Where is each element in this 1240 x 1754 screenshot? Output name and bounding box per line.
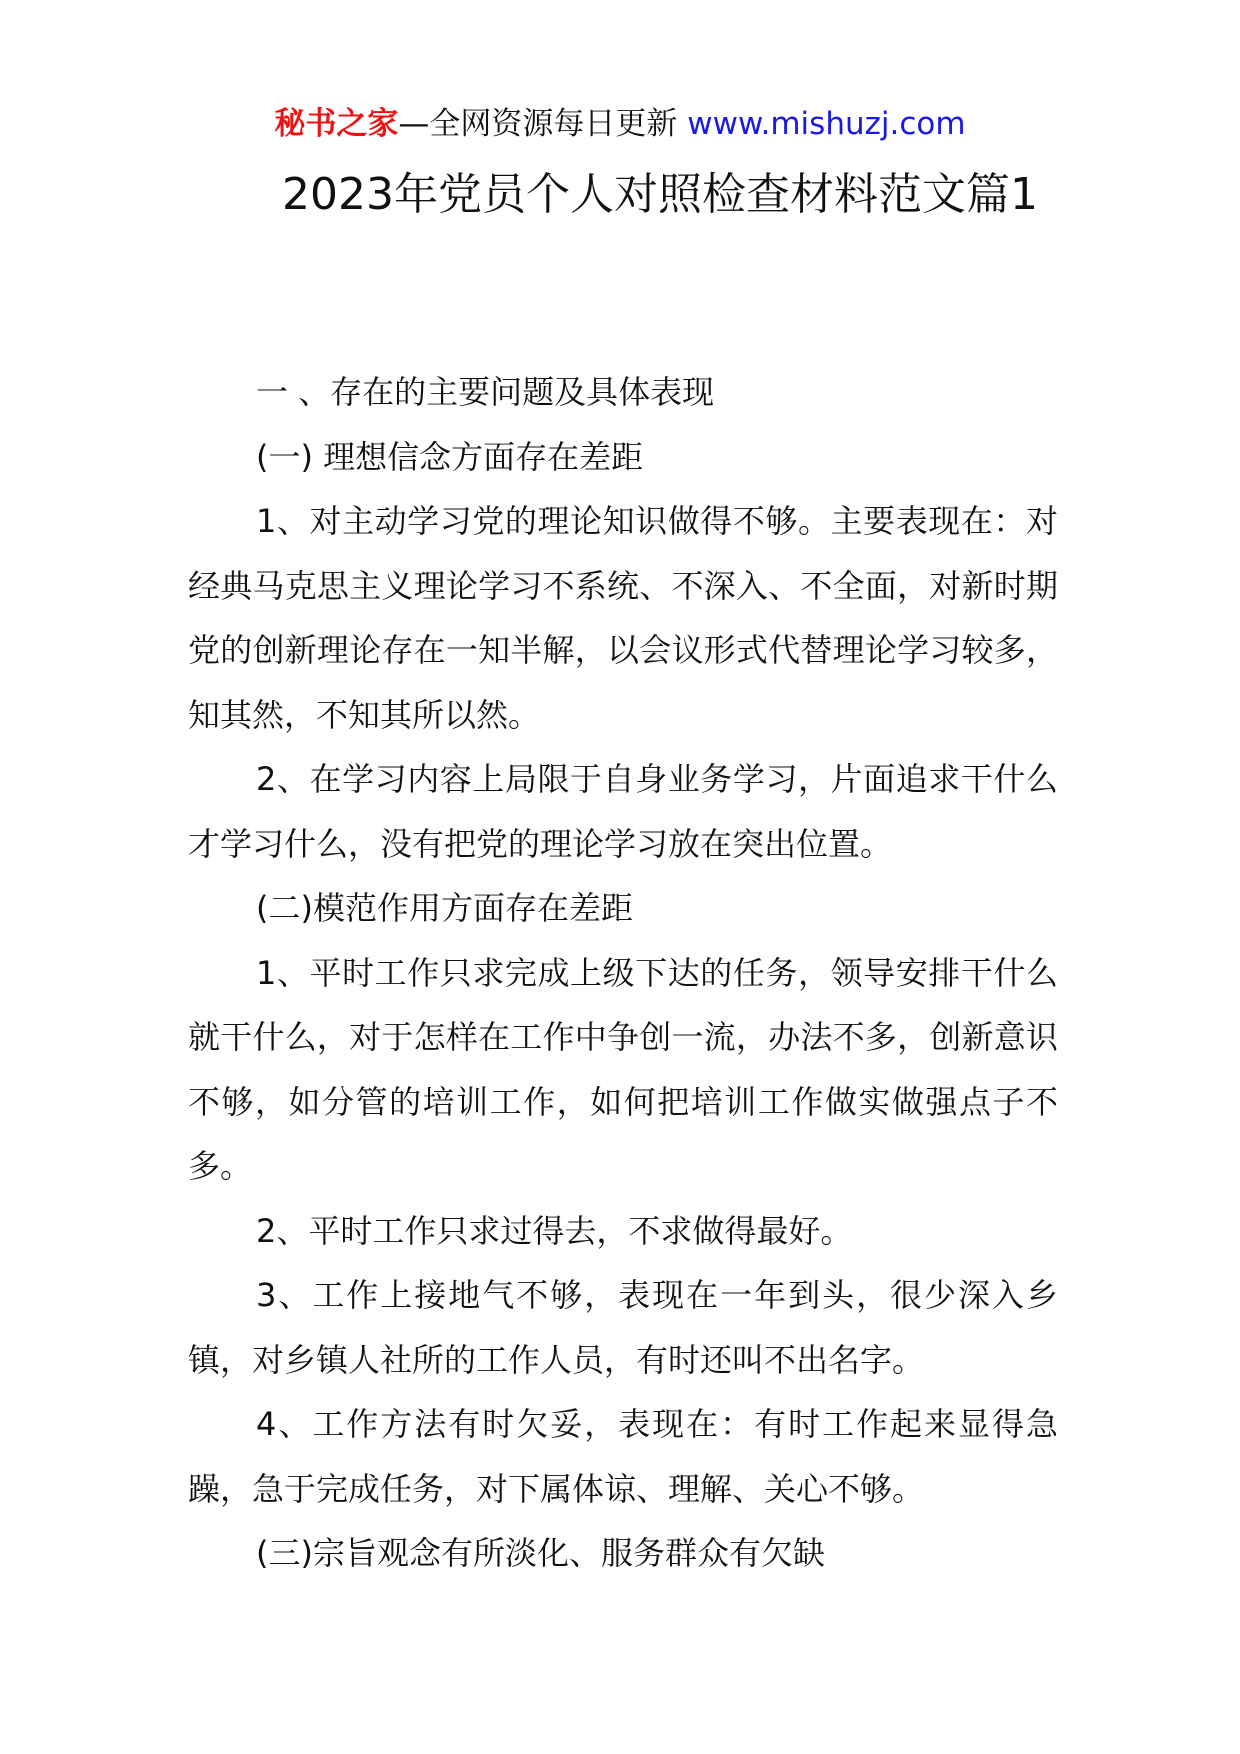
document-body xyxy=(188,360,1058,1586)
document-title: 2023年党员个人对照检查材料范文篇1 xyxy=(282,169,1038,220)
body-paragraph: 1、对主动学习党的理论知识做得不够。主要表现在：对经典马克思主义理论学习不系统、不深入、不全面，对新时期党的创新理论存在一知半解，以会议形式代替理论学习较多，知其然，不知其所以然。 xyxy=(188,502,1058,734)
brand-name: 秘书之家 xyxy=(274,106,399,142)
body-paragraph: 1、平时工作只求完成上级下达的任务，领导安排干什么就干什么，对于怎样在工作中争创一流，办法不多，创新意识不够，如分管的培训工作，如何把培训工作做实做强点子不多。 xyxy=(188,953,1058,1185)
section-heading: 一 、存在的主要问题及具体表现 xyxy=(256,373,715,411)
header-slogan: —全网资源每日更新 xyxy=(398,106,688,142)
body-paragraph: 3、工作上接地气不够，表现在一年到头，很少深入乡镇，对乡镇人社所的工作人员，有时还叫不出名字。 xyxy=(188,1276,1058,1379)
body-paragraph: 2、平时工作只求过得去，不求做得最好。 xyxy=(256,1211,853,1250)
page-header xyxy=(0,102,1240,146)
body-paragraph: 2、在学习内容上局限于自身业务学习，片面追求干什么才学习什么，没有把党的理论学习放在突出位置。 xyxy=(188,760,1058,863)
body-paragraph: 4、工作方法有时欠妥，表现在：有时工作起来显得急躁，急于完成任务，对下属体谅、理解、关心不够。 xyxy=(188,1405,1058,1508)
website-link[interactable]: www.mishuzj.com xyxy=(687,106,966,142)
subsection-heading: (三)宗旨观念有所淡化、服务群众有欠缺 xyxy=(256,1534,825,1572)
subsection-heading: (二)模范作用方面存在差距 xyxy=(256,889,633,927)
subsection-heading: (一) 理想信念方面存在差距 xyxy=(256,437,644,476)
